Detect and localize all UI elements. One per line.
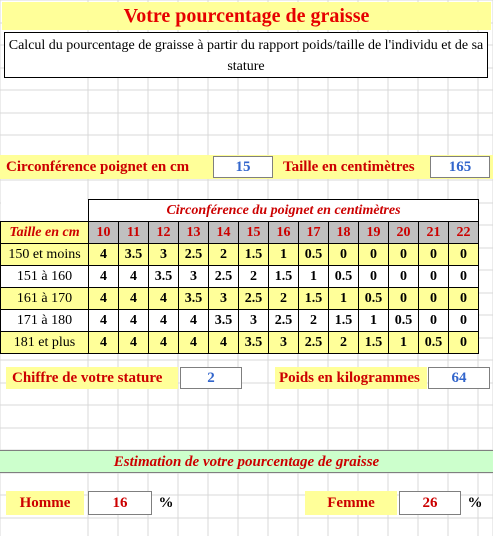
table-cell: 1.5 <box>299 288 329 310</box>
male-percent: % <box>158 495 174 511</box>
table-cell: 4 <box>179 332 209 354</box>
table-cell: 4 <box>149 310 179 332</box>
column-header: 22 <box>449 222 479 244</box>
weight-input[interactable]: 64 <box>428 367 490 389</box>
table-cell: 2 <box>329 332 359 354</box>
table-cell: 4 <box>149 288 179 310</box>
table-cell: 1.5 <box>329 310 359 332</box>
table-cell: 4 <box>119 332 149 354</box>
table-cell: 2.5 <box>209 266 239 288</box>
table-cell: 4 <box>119 266 149 288</box>
table-cell: 4 <box>89 310 119 332</box>
table-cell: 1 <box>389 332 419 354</box>
row-label: 181 et plus <box>1 332 89 354</box>
stature-table <box>0 199 479 354</box>
column-header: 21 <box>419 222 449 244</box>
table-cell: 3 <box>149 244 179 266</box>
table-cell: 0.5 <box>329 266 359 288</box>
table-cell: 0 <box>389 244 419 266</box>
column-header: 16 <box>269 222 299 244</box>
table-cell: 2.5 <box>269 310 299 332</box>
row-label: 151 à 160 <box>1 266 89 288</box>
table-cell: 3.5 <box>119 244 149 266</box>
table-cell: 0 <box>449 332 479 354</box>
table-cell: 2 <box>299 310 329 332</box>
table-cell: 3.5 <box>239 332 269 354</box>
column-header: 18 <box>329 222 359 244</box>
wrist-input[interactable]: 15 <box>213 156 273 178</box>
female-label-cell <box>305 491 397 515</box>
table-cell: 2 <box>269 288 299 310</box>
table-cell: 4 <box>89 244 119 266</box>
table-row <box>1 332 479 354</box>
stature-value: 2 <box>180 367 242 389</box>
row-label: 171 à 180 <box>1 310 89 332</box>
male-label-cell <box>6 491 84 515</box>
wrist-label: Circonférence poignet en cm <box>6 159 190 175</box>
column-header: 11 <box>119 222 149 244</box>
table-cell: 0 <box>329 244 359 266</box>
table-cell: 1 <box>359 310 389 332</box>
table-cell: 0 <box>389 288 419 310</box>
weight-label: Poids en kilogrammes <box>279 370 420 386</box>
male-label: Homme <box>19 495 71 511</box>
table-cell: 1 <box>269 244 299 266</box>
table-row <box>1 310 479 332</box>
table-caption: Circonférence du poignet en centimètres <box>89 200 479 222</box>
row-header-label: Taille en cm <box>1 222 89 244</box>
table-cell: 3.5 <box>179 288 209 310</box>
table-cell: 0 <box>449 288 479 310</box>
table-cell: 0 <box>449 266 479 288</box>
height-label: Taille en centimètres <box>283 159 415 175</box>
male-value: 16 <box>88 491 152 515</box>
table-cell: 3 <box>179 266 209 288</box>
table-cell: 0 <box>359 244 389 266</box>
table-cell: 1 <box>329 288 359 310</box>
table-cell: 4 <box>179 310 209 332</box>
table-cell: 4 <box>89 288 119 310</box>
column-header: 19 <box>359 222 389 244</box>
table-cell: 0 <box>449 244 479 266</box>
table-cell: 2.5 <box>299 332 329 354</box>
table-cell: 0.5 <box>389 310 419 332</box>
weight-label-cell <box>275 367 427 389</box>
table-row <box>1 288 479 310</box>
female-percent: % <box>467 495 483 511</box>
description-box: Calcul du pourcentage de graisse à partir du rapport poids/taille de l'individu et de sa stature <box>4 32 488 78</box>
table-cell: 3 <box>239 310 269 332</box>
column-header: 14 <box>209 222 239 244</box>
table-cell: 4 <box>119 288 149 310</box>
table-cell: 0.5 <box>299 244 329 266</box>
column-header: 12 <box>149 222 179 244</box>
row-label: 161 à 170 <box>1 288 89 310</box>
table-cell: 4 <box>149 332 179 354</box>
table-cell: 3.5 <box>209 310 239 332</box>
column-header: 13 <box>179 222 209 244</box>
table-cell: 3.5 <box>149 266 179 288</box>
stature-label: Chiffre de votre stature <box>12 370 163 386</box>
table-cell: 4 <box>89 332 119 354</box>
table-cell: 0 <box>419 244 449 266</box>
table-cell: 2.5 <box>239 288 269 310</box>
table-cell: 0 <box>419 310 449 332</box>
table-cell: 0 <box>359 266 389 288</box>
column-header: 17 <box>299 222 329 244</box>
table-cell: 3 <box>209 288 239 310</box>
table-cell: 4 <box>89 266 119 288</box>
table-cell: 0 <box>419 288 449 310</box>
table-cell: 1.5 <box>269 266 299 288</box>
column-header: 15 <box>239 222 269 244</box>
column-header: 10 <box>89 222 119 244</box>
table-cell: 1.5 <box>359 332 389 354</box>
page-title: Votre pourcentage de graisse <box>2 2 491 30</box>
table-row <box>1 244 479 266</box>
female-label: Femme <box>327 495 375 511</box>
female-value: 26 <box>399 491 461 515</box>
table-cell: 1 <box>299 266 329 288</box>
table-cell: 4 <box>209 332 239 354</box>
table-cell: 4 <box>119 310 149 332</box>
table-cell: 0 <box>389 266 419 288</box>
table-cell: 0.5 <box>419 332 449 354</box>
table-cell: 0 <box>449 310 479 332</box>
table-cell: 2 <box>239 266 269 288</box>
table-cell: 2.5 <box>179 244 209 266</box>
table-cell: 3 <box>269 332 299 354</box>
row-label: 150 et moins <box>1 244 89 266</box>
table-cell: 0.5 <box>359 288 389 310</box>
table-cell: 0 <box>419 266 449 288</box>
stature-label-cell <box>6 367 178 389</box>
table-corner <box>1 200 89 222</box>
column-header: 20 <box>389 222 419 244</box>
estimate-title: Estimation de votre pourcentage de graisse <box>0 450 493 473</box>
table-cell: 2 <box>209 244 239 266</box>
table-row <box>1 266 479 288</box>
height-input[interactable]: 165 <box>430 156 490 178</box>
table-cell: 1.5 <box>239 244 269 266</box>
